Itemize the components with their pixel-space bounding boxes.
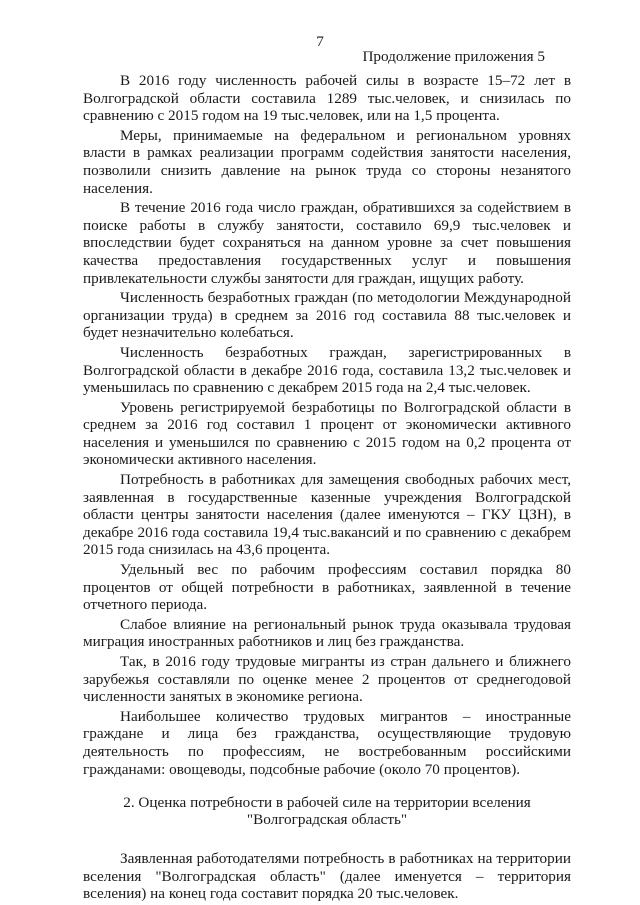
paragraph: Численность безработных граждан, зарегистрированных в Волгоградской области в декабре 2016 года, составила 13,2 тыс.человек и уменьшилась по сравнению с декабрем 2015 года на 2,4 тыс.человек. xyxy=(83,343,571,397)
section-heading-line: "Волгоградская область" xyxy=(246,811,408,829)
section-heading xyxy=(83,794,571,828)
paragraph: Уровень регистрируемой безработицы по Волгоградской области в среднем за 2016 год составил 1 процент от экономически активного населения и уменьшился по сравнению с 2015 годом на 0,2 процента от экономически активного населения. xyxy=(83,398,571,469)
section-heading-line: 2. Оценка потребности в рабочей силе на территории вселения xyxy=(123,794,531,812)
paragraph: Потребность в работниках для замещения свободных рабочих мест, заявленная в государственные казенные учреждения Волгоградской области центры занятости населения (далее именуются – ГКУ ЦЗН), в декабре 2016 года составила 19,4 тыс.вакансий и по сравнению с декабрем 2015 года снизилась на 43,6 процента. xyxy=(83,471,571,559)
paragraph: Численность безработных граждан (по методологии Международной организации труда) в среднем за 2016 год составила 88 тыс.человек и будет незначительно колебаться. xyxy=(83,289,571,342)
paragraph: Наибольшее количество трудовых мигрантов – иностранные граждане и лица без гражданства, осуществляющие трудовую деятельность по профессиям, не востребованным российскими гражданами: овощеводы, подсобные рабочие (около 70 процентов). xyxy=(83,707,571,778)
paragraph: Слабое влияние на региональный рынок труда оказывала трудовая миграция иностранных работников и лиц без гражданства. xyxy=(83,615,571,651)
paragraph: Удельный вес по рабочим профессиям составил порядка 80 процентов от общей потребности в работниках, заявленной в течение отчетного периода. xyxy=(83,561,571,614)
paragraph: Заявленная работодателями потребность в работниках на территории вселения "Волгоградская область" (далее именуется – территория вселения) на конец года составит порядка 20 тыс.человек. xyxy=(83,850,571,903)
paragraph: Так, в 2016 году трудовые мигранты из стран дальнего и ближнего зарубежья составляли по оценке менее 2 процентов от среднегодовой численности занятых в экономике региона. xyxy=(83,653,571,706)
document-body xyxy=(83,72,571,905)
paragraph: В течение 2016 года число граждан, обратившихся за содействием в поиске работы в службу занятости, составило 69,9 тыс.человек и впоследствии будет сохраняться на данном уровне за счет повышения качества предоставления государственных услуг и повышения привлекательности службы занятости для граждан, ищущих работу. xyxy=(83,199,571,287)
appendix-continuation-note: Продолжение приложения 5 xyxy=(362,48,545,65)
paragraph: В 2016 году численность рабочей силы в возрасте 15–72 лет в Волгоградской области составила 1289 тыс.человек, и снизилась по сравнению с 2015 годом на 19 тыс.человек, или на 1,5 процента. xyxy=(83,72,571,125)
paragraph: Меры, принимаемые на федеральном и региональном уровнях власти в рамках реализации программ содействия занятости населения, позволили снизить давление на рынок труда со стороны незанятого населения. xyxy=(83,126,571,197)
page-number: 7 xyxy=(316,33,324,50)
